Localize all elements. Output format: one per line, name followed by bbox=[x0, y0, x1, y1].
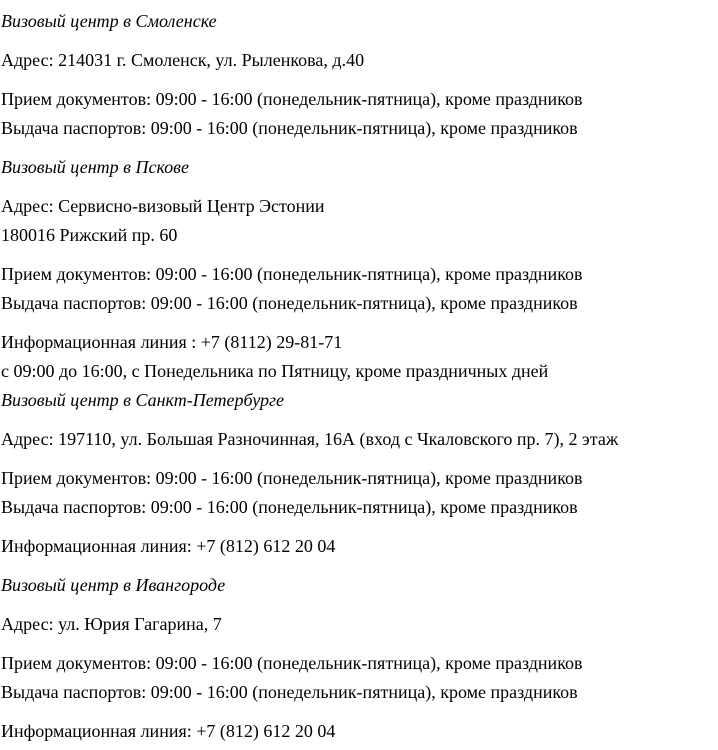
info-line: Информационная линия : +7 (8112) 29-81-71 bbox=[1, 332, 343, 352]
passports-hours: Выдача паспортов: 09:00 - 16:00 (понедельник-пятница), кроме праздников bbox=[1, 118, 578, 138]
passports-hours: Выдача паспортов: 09:00 - 16:00 (понедельник-пятница), кроме праздников bbox=[1, 682, 578, 702]
documents-hours: Прием документов: 09:00 - 16:00 (понедельник-пятница), кроме праздников bbox=[1, 653, 583, 673]
center-address: Адрес: ул. Юрия Гагарина, 7 bbox=[1, 614, 222, 634]
documents-hours: Прием документов: 09:00 - 16:00 (понедельник-пятница), кроме праздников bbox=[1, 89, 583, 109]
center-address: Адрес: Сервисно-визовый Центр Эстонии bbox=[1, 196, 325, 216]
info-line: Информационная линия: +7 (812) 612 20 04 bbox=[1, 536, 336, 556]
documents-hours: Прием документов: 09:00 - 16:00 (понедельник-пятница), кроме праздников bbox=[1, 468, 583, 488]
center-title: Визовый центр в Санкт-Петербурге bbox=[1, 390, 285, 410]
center-ivangorod bbox=[1, 571, 717, 746]
visa-centers-document bbox=[1, 7, 717, 746]
center-saint-petersburg bbox=[1, 386, 717, 571]
passports-hours: Выдача паспортов: 09:00 - 16:00 (понедельник-пятница), кроме праздников bbox=[1, 293, 578, 313]
documents-hours: Прием документов: 09:00 - 16:00 (понедельник-пятница), кроме праздников bbox=[1, 264, 583, 284]
center-smolensk bbox=[1, 7, 717, 153]
center-address-line-2: 180016 Рижский пр. 60 bbox=[1, 225, 178, 245]
info-line-hours: с 09:00 до 16:00, с Понедельника по Пятницу, кроме праздничных дней bbox=[1, 361, 549, 381]
info-line: Информационная линия: +7 (812) 612 20 04 bbox=[1, 721, 336, 741]
center-title: Визовый центр в Ивангороде bbox=[1, 575, 226, 595]
passports-hours: Выдача паспортов: 09:00 - 16:00 (понедельник-пятница), кроме праздников bbox=[1, 497, 578, 517]
center-pskov bbox=[1, 153, 717, 386]
center-address: Адрес: 197110, ул. Большая Разночинная, 16А (вход с Чкаловского пр. 7), 2 этаж bbox=[1, 429, 619, 449]
center-title: Визовый центр в Пскове bbox=[1, 157, 189, 177]
center-address: Адрес: 214031 г. Смоленск, ул. Рыленкова, д.40 bbox=[1, 50, 365, 70]
center-title: Визовый центр в Смоленске bbox=[1, 11, 217, 31]
